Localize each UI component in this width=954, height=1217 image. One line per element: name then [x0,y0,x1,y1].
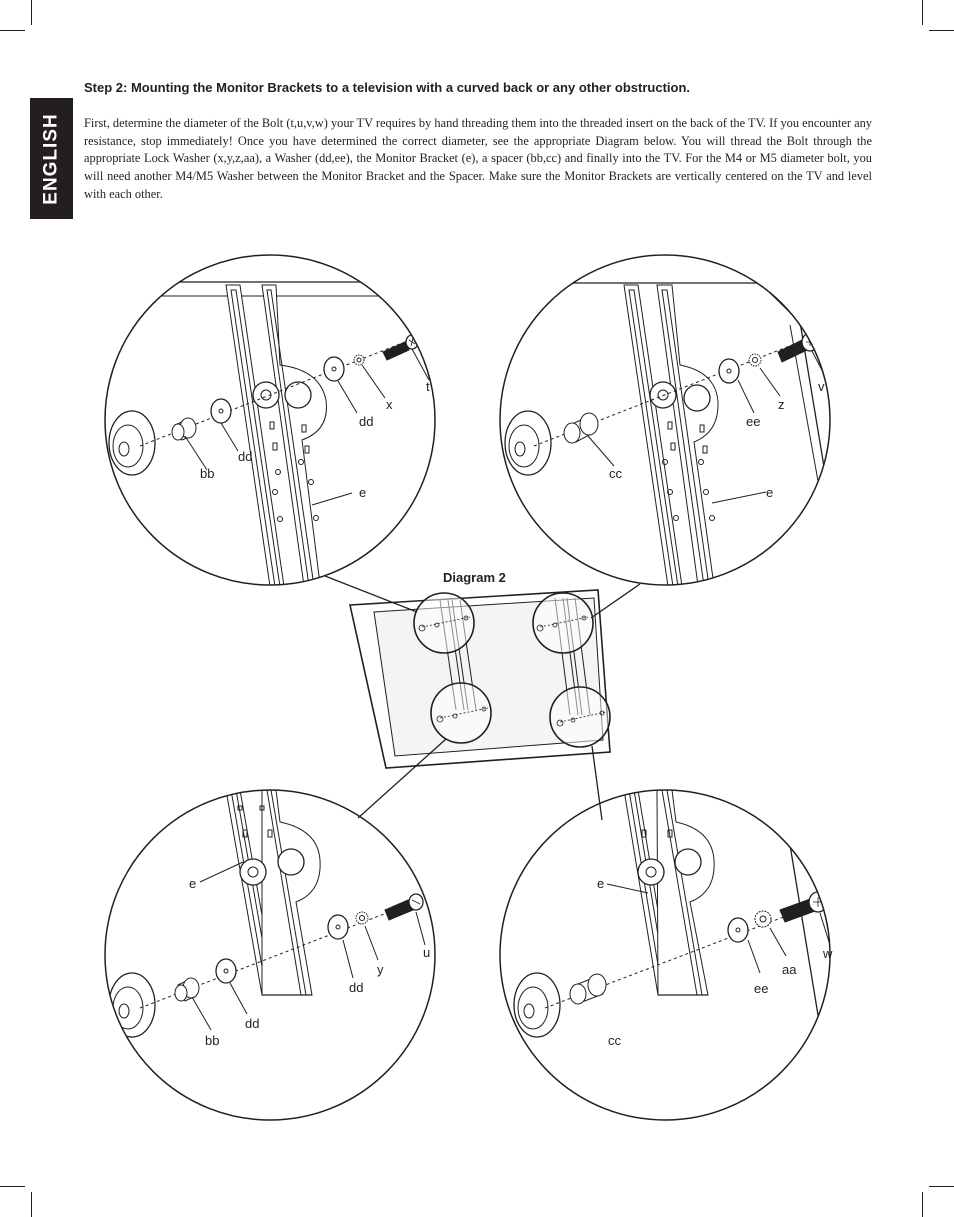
label-dd: dd [245,1016,260,1031]
label-dd: dd [238,449,253,464]
overview-callout-bl [431,683,491,743]
overview-callout-tr [533,593,593,653]
detail-top-left [100,255,440,600]
label-u: u [423,945,431,960]
label-ee: ee [754,981,769,996]
tv-overview [325,576,640,820]
label-dd: dd [349,980,364,995]
label-x: x [386,397,393,412]
label-e: e [766,485,774,500]
label-bb: bb [205,1033,220,1048]
detail-bottom-right [500,790,832,1120]
language-tab-label: ENGLISH [40,112,62,205]
label-e: e [359,485,367,500]
label-v: v [818,379,825,394]
label-dd: dd [359,414,374,429]
detail-bottom-left [105,790,435,1120]
step-heading: Step 2: Mounting the Monitor Brackets to a television with a curved back or any other obstruction. [84,80,691,95]
label-t: t [426,379,430,394]
diagram-title: Diagram 2 [443,570,506,585]
label-ee: ee [746,414,761,429]
label-y: y [377,962,384,977]
label-cc: cc [609,466,622,481]
label-cc: cc [608,1033,621,1048]
detail-top-right [500,255,832,600]
label-z: z [778,397,785,412]
leader-line-br [592,746,602,820]
label-aa: aa [782,962,797,977]
instructions-paragraph: First, determine the diameter of the Bolt (t,u,v,w) your TV requires by hand threading them into the threaded insert on the back of the TV. If you encounter any resistance, stop immediately! Once you have determined the correct diameter, see the appropriate Diagram below. You will thread the Bolt through the appropriate Lock Washer (x,y,z,aa), a Washer (dd,ee), the Monitor Bracket (e), a spacer (bb,cc) and finally into the TV. For the M4 or M5 diameter bolt, you will need another M4/M5 Washer between the Monitor Bracket and the Spacer. Make sure the Monitor Brackets are vertically centered on the TV and level with each other. [84,116,872,201]
label-e: e [597,876,605,891]
label-bb: bb [200,466,215,481]
label-w: w [823,946,833,961]
overview-callout-br [550,687,610,747]
label-e: e [189,876,197,891]
overview-callout-tl [414,593,474,653]
